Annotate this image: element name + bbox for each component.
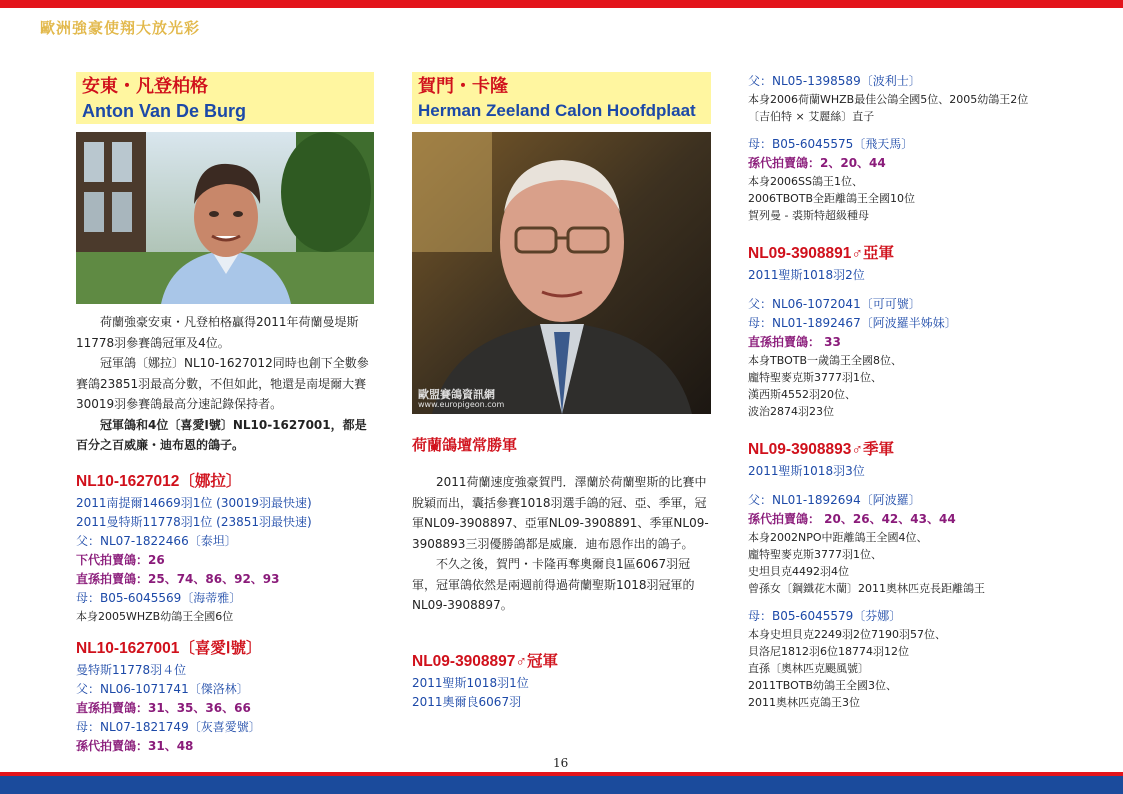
info-line: 直孫拍賣鴿：25、74、86、92、93	[76, 572, 280, 586]
spacer	[748, 597, 1088, 607]
info-line: 曼特斯11778羽４位	[76, 663, 187, 677]
info-line: 本身史坦貝克2249羽2位7190羽57位、	[748, 628, 946, 641]
info-line: 曾孫女〔鋼鐵花木蘭〕2011奧林匹克長距離鴿王	[748, 582, 985, 595]
info-line: 2011TBOTB幼鴿王全國3位、	[748, 679, 897, 692]
top-red-band	[0, 0, 1123, 8]
info-line: 2011奧林匹克鴿王3位	[748, 696, 860, 709]
breeder-photo-herman	[412, 132, 711, 414]
info-line: 2006TBOTB全距離鴿王全國10位	[748, 192, 915, 205]
info-line: 2011聖斯1018羽2位	[748, 268, 865, 282]
info-line: 孫代拍賣鴿：2、20、44	[748, 156, 886, 170]
ring-lines	[748, 266, 1088, 420]
info-line: 父：NL01-1892694〔阿波羅〕	[748, 493, 921, 507]
breeder-name-zh: 安東・凡登柏格	[82, 76, 208, 97]
intro-paragraph-3: 冠軍鴿和4位〔喜愛Ⅰ號〕NL10-1627001，都是百分之百威廉・迪布恩的鴿子。	[76, 417, 367, 452]
ring-title: NL10-1627001〔喜愛Ⅰ號〕	[76, 640, 262, 657]
pedigree-lines	[748, 72, 1088, 224]
breeder-name-zh: 賀門・卡隆	[418, 76, 508, 97]
spacer	[748, 285, 1088, 295]
ring-lines	[412, 674, 712, 712]
breeder-name-en: Anton Van De Burg	[82, 101, 247, 121]
info-line: 龐特聖麥克斯3777羽1位、	[748, 548, 882, 561]
ring-block-nl09-3908893	[748, 438, 1088, 711]
spacer	[748, 481, 1088, 491]
info-line: 母：NL07-1821749〔灰喜愛號〕	[76, 720, 261, 734]
info-line: 父：NL05-1398589〔波利士〕	[748, 74, 921, 88]
info-line: 2011曼特斯11778羽1位 (23851羽最快速)	[76, 515, 312, 529]
pedigree-block-nl09-3908897	[748, 72, 1088, 224]
breeder-photo-anton	[76, 132, 374, 304]
intro-paragraph-2: 冠軍鴿〔娜拉〕NL10-1627012同時也創下全數參賽鴿23851羽最高分數，不但如此，牠還是南堤爾大賽30019羽參賽鴿最高分速記錄保持者。	[76, 356, 369, 411]
spacer	[748, 125, 1088, 135]
info-line: 〔吉伯特 × 艾麗絲〕直子	[748, 110, 875, 123]
info-line: 下代拍賣鴿：26	[76, 553, 165, 567]
photo-watermark-url: www.europigeon.com	[418, 400, 505, 409]
info-line: 本身TBOTB一歲鴿王全國8位、	[748, 354, 902, 367]
info-line: 父：NL06-1071741〔傑洛林〕	[76, 682, 249, 696]
info-line: 母：B05-6045579〔芬娜〕	[748, 609, 902, 623]
info-line: 父：NL07-1822466〔泰坦〕	[76, 534, 237, 548]
info-line: 本身2006SS鴿王1位、	[748, 175, 863, 188]
ring-title: NL09-3908897♂冠軍	[412, 653, 559, 670]
info-line: 母：B05-6045575〔飛天馬〕	[748, 137, 914, 151]
breeder-name-box-2	[412, 72, 711, 124]
info-line: 母：B05-6045569〔海蒂雅〕	[76, 591, 242, 605]
info-line: 直孫〔奧林匹克颶風號〕	[748, 662, 869, 675]
photo-watermark: 歐盟賽鴿資訊網	[418, 388, 495, 401]
info-line: 2011聖斯1018羽3位	[748, 464, 865, 478]
info-line: 直孫拍賣鴿： 33	[748, 335, 841, 349]
intro-paragraph-2: 不久之後，賀門・卡隆再奪奧爾良1區6067羽冠軍，冠軍鴿依然是兩週前得過荷蘭聖斯1018羽冠軍的NL09-3908897。	[412, 557, 695, 612]
breeder-name-box-1	[76, 72, 374, 124]
anton-intro	[76, 312, 376, 456]
info-line: 漢西斯4552羽20位、	[748, 388, 856, 401]
ring-block-nl09-3908891	[748, 242, 1088, 420]
ring-block-nl10-1627012	[76, 470, 376, 625]
top-divider	[0, 8, 1123, 10]
info-line: 貝洛尼1812羽6位18774羽12位	[748, 645, 909, 658]
ring-lines	[748, 462, 1088, 711]
info-line: 本身2002NPO中距離鴿王全國4位、	[748, 531, 928, 544]
info-line: 龐特聖麥克斯3777羽1位、	[748, 371, 882, 384]
intro-paragraph-1: 2011荷蘭速度強豪賀門．澤蘭於荷蘭聖斯的比賽中脫穎而出，囊括參賽1018羽選手鴿的冠、亞、季軍，冠軍NL09-3908897、亞軍NL09-3908891、季軍NL09-3908893三羽優勝鴿都是威廉．迪布恩作出的鴿子。	[412, 475, 709, 551]
info-line: 波治2874羽23位	[748, 405, 834, 418]
ring-lines	[76, 494, 376, 625]
info-line: 本身2006荷蘭WHZB最佳公鴿全國5位、2005幼鴿王2位	[748, 93, 1029, 106]
info-line: 賀列曼 - 裘斯特超級種母	[748, 209, 869, 222]
ring-block-nl09-3908897	[412, 650, 712, 712]
page-number: 16	[553, 756, 569, 770]
intro-paragraph-1: 荷蘭強豪安東・凡登柏格贏得2011年荷蘭曼堤斯11778羽參賽鴿冠軍及4位。	[76, 315, 359, 350]
ring-title: NL09-3908891♂亞軍	[748, 245, 895, 262]
info-line: 史坦貝克4492羽4位	[748, 565, 849, 578]
info-line: 2011奧爾良6067羽	[412, 695, 522, 709]
page-header-title: 歐洲強豪使翔大放光彩	[40, 19, 201, 37]
info-line: 本身2005WHZB幼鴿王全國6位	[76, 610, 234, 623]
breeder-name-en: Herman Zeeland Calon Hoofdplaat	[418, 101, 696, 120]
info-line: 母：NL01-1892467〔阿波羅半姊妹〕	[748, 316, 957, 330]
info-line: 孫代拍賣鴿： 20、26、42、43、44	[748, 512, 956, 526]
info-line: 直孫拍賣鴿：31、35、36、66	[76, 701, 251, 715]
herman-intro	[412, 472, 712, 616]
section-title: 荷蘭鴿壇常勝軍	[412, 436, 518, 454]
info-line: 父：NL06-1072041〔可可號〕	[748, 297, 921, 311]
ring-title: NL09-3908893♂季軍	[748, 441, 895, 458]
info-line: 孫代拍賣鴿：31、48	[76, 739, 194, 753]
ring-title: NL10-1627012〔娜拉〕	[76, 473, 242, 490]
bottom-blue-band	[0, 776, 1123, 794]
ring-lines	[76, 661, 376, 756]
info-line: 2011南提爾14669羽1位 (30019羽最快速)	[76, 496, 312, 510]
ring-block-nl10-1627001	[76, 637, 376, 756]
info-line: 2011聖斯1018羽1位	[412, 676, 529, 690]
